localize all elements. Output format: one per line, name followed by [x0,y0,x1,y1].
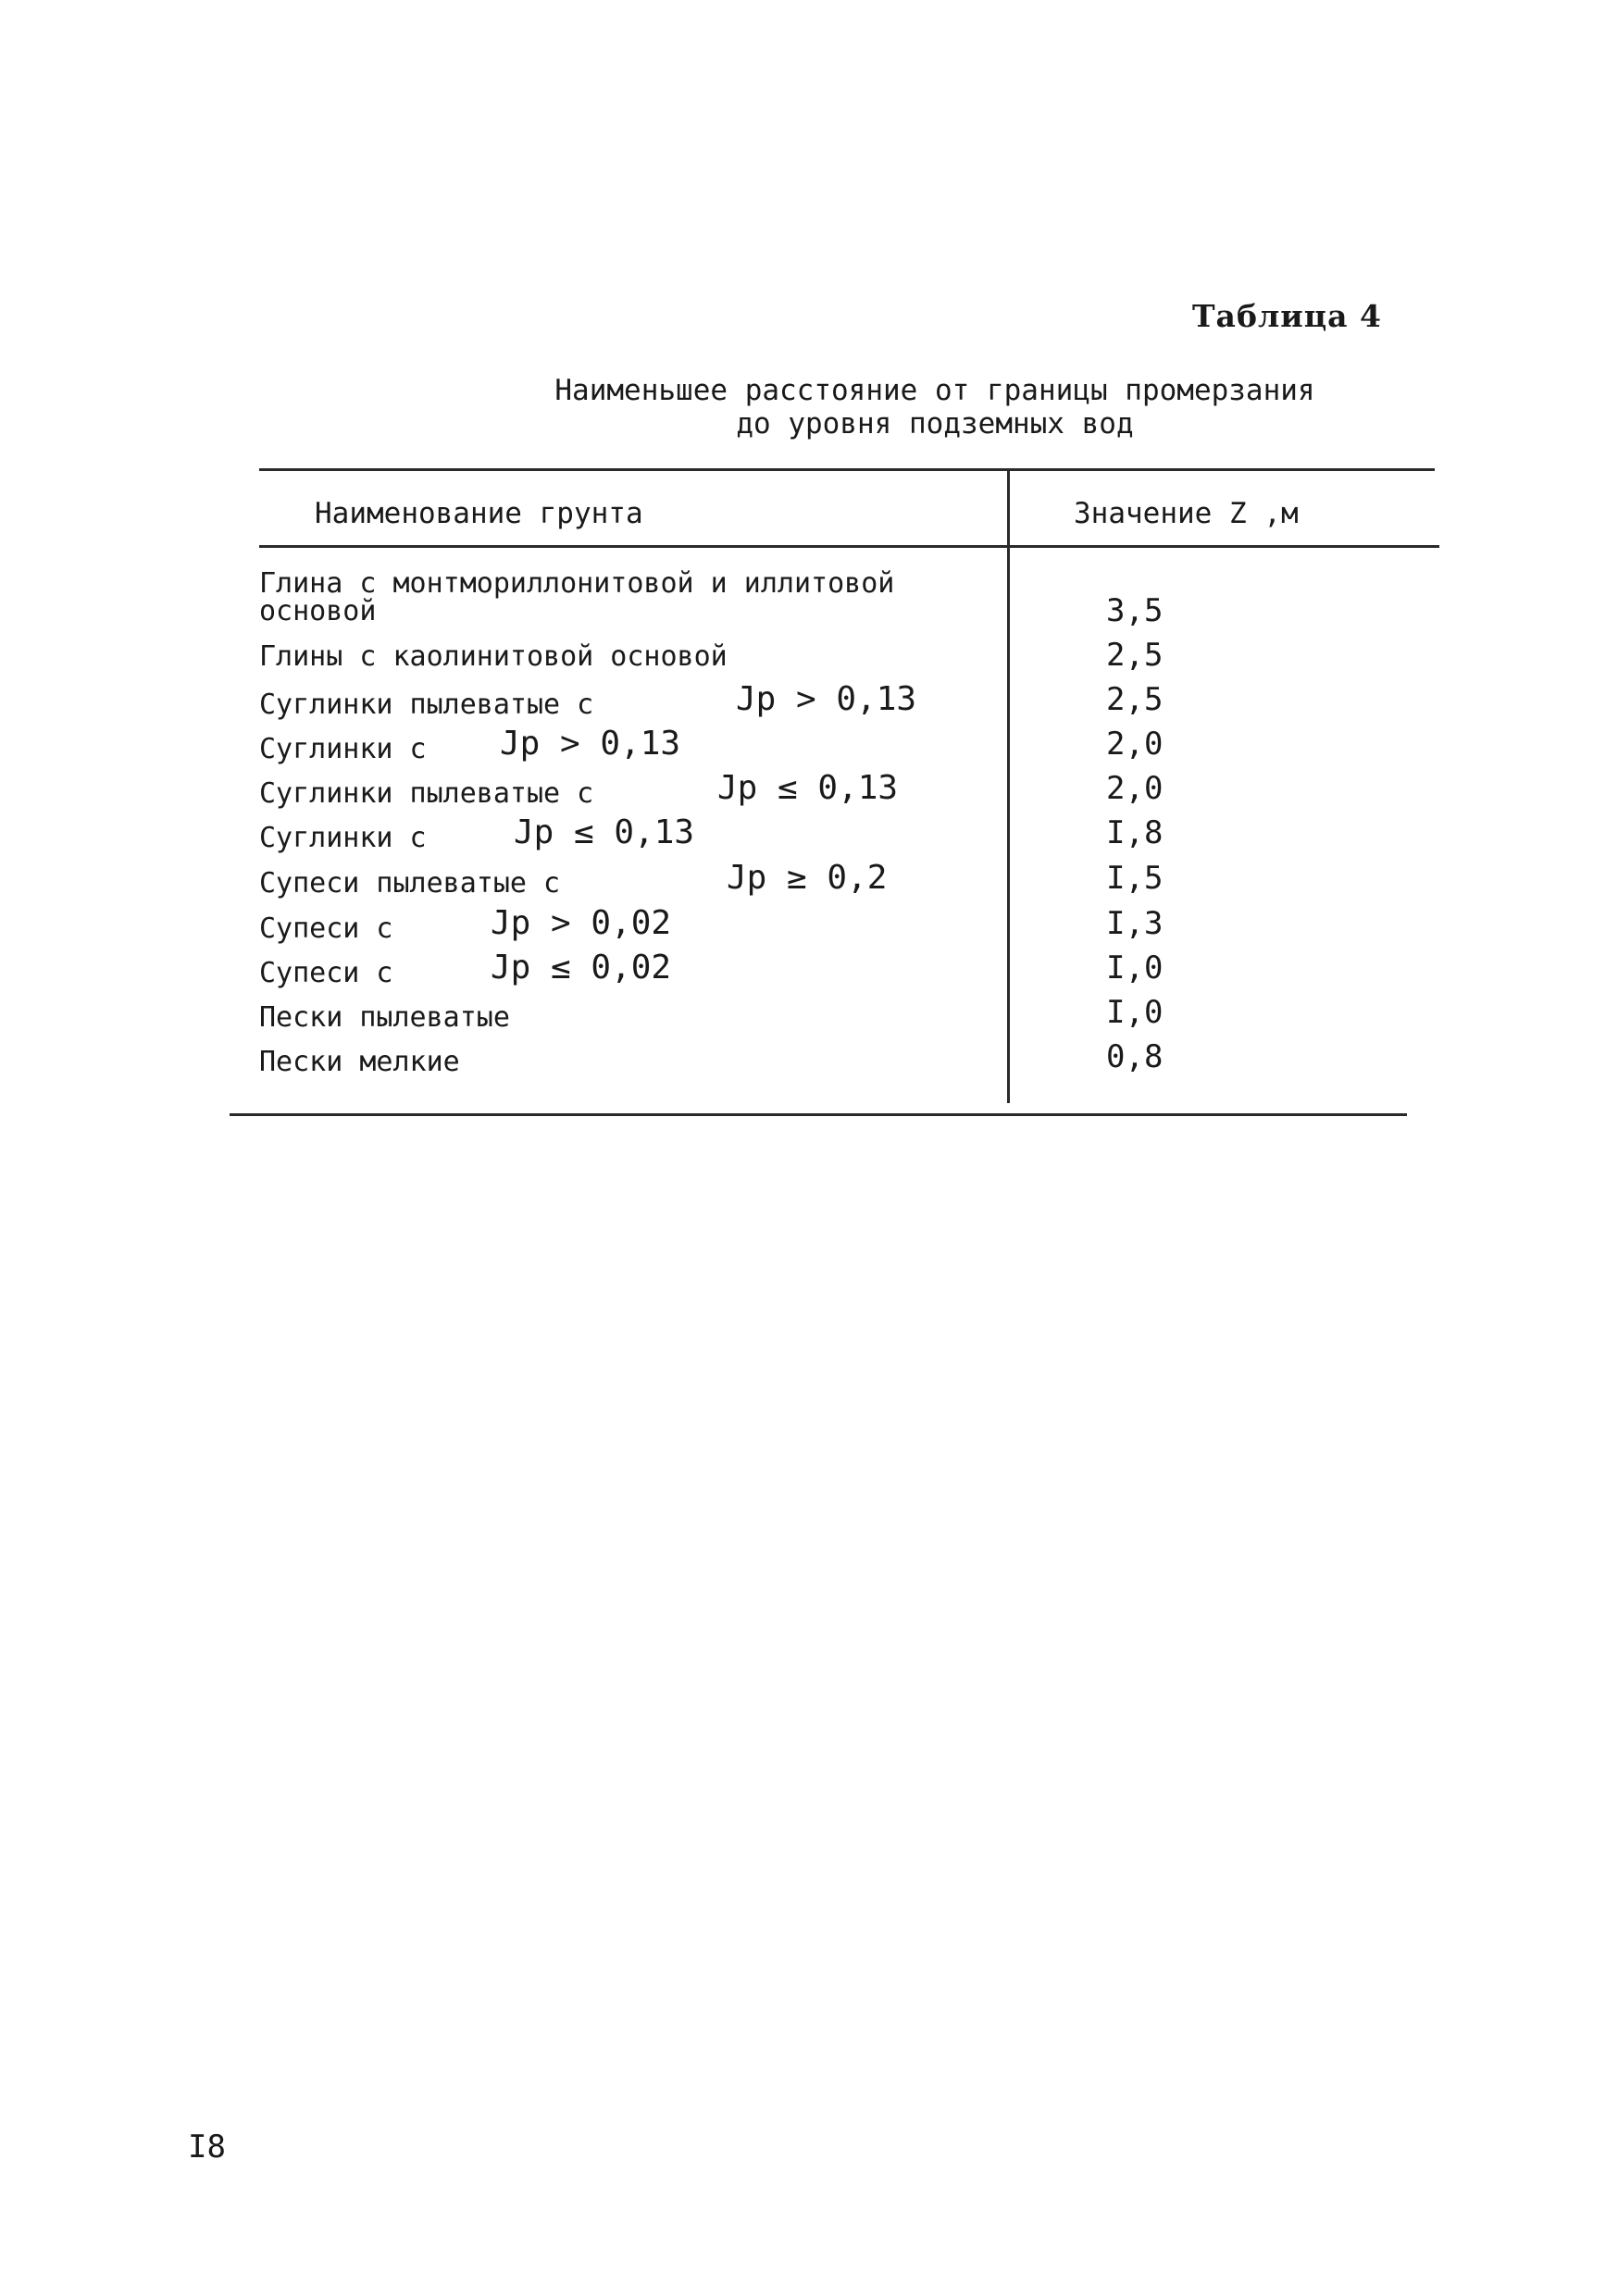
table-row-condition: Jp > 0,13 [500,725,681,763]
table-row-name: Супеси с [259,912,393,945]
page-number: I8 [188,2128,226,2166]
table-row-name: Глины с каолинитовой основой [259,640,728,673]
table-row-name: Суглинки пылеватые с [259,689,594,721]
table-row-value: 2,5 [1106,681,1164,718]
table-row-name: Суглинки пылеватые с [259,777,594,810]
table-caption [407,374,1462,441]
table-row-condition: Jp ≤ 0,13 [717,769,899,807]
table-row-value: I,0 [1106,949,1164,987]
table-row-name: Суглинки с [259,822,427,854]
table-row-value: I,3 [1106,905,1164,942]
caption-line-2: до уровня подземных вод [736,407,1134,441]
table-row-value: I,8 [1106,814,1164,851]
table-label: Таблица 4 [1192,298,1382,334]
table-row-condition: Jp ≥ 0,2 [727,859,888,897]
table-row-name: Суглинки с [259,733,427,765]
column-header-value: Значение Z ,м [1074,497,1299,530]
table-row-value: 2,5 [1106,637,1164,674]
table-row-condition: Jp > 0,02 [491,904,672,942]
column-header-soil-name: Наименование грунта [315,497,643,530]
table-row-value: 0,8 [1106,1038,1164,1075]
table-row-name [259,567,895,627]
table-bottom-rule [230,1113,1407,1116]
table-column-divider [1007,468,1010,1103]
table-row-condition: Jp > 0,13 [736,680,917,718]
table-row-value: I,5 [1106,860,1164,897]
table-row-name: Пески мелкие [259,1046,460,1078]
table-row-condition: Jp ≤ 0,13 [514,813,695,851]
table-top-rule [259,468,1435,471]
table-row-value: I,0 [1106,994,1164,1031]
table-row-value: 2,0 [1106,726,1164,763]
table-row-name: Пески пылеватые [259,1001,510,1034]
caption-line-1: Наименьшее расстояние от границы промерзания [554,374,1315,407]
table-row-condition: Jp ≤ 0,02 [491,949,672,987]
table-row-name: Супеси пылеватые с [259,867,561,900]
table-row-name: Супеси с [259,957,393,989]
row-name-line-2: основой [259,595,377,627]
row-name-line-1: Глина с монтмориллонитовой и иллитовой [259,567,895,600]
table-row-value: 3,5 [1106,592,1164,629]
table-row-value: 2,0 [1106,770,1164,807]
table-header-rule [259,545,1439,548]
